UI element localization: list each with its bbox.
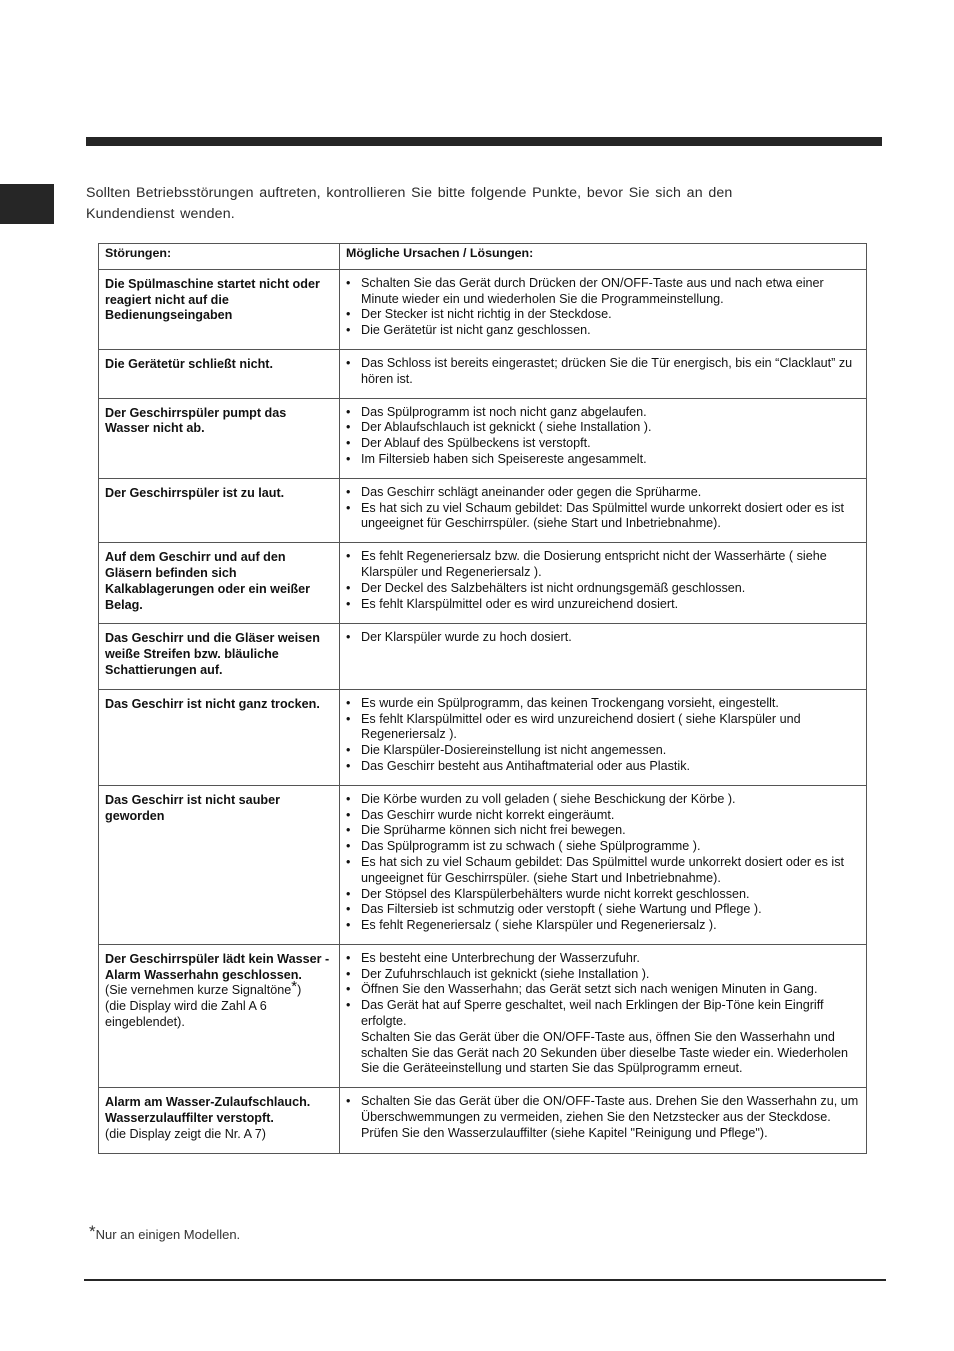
solution-item: • Es hat sich zu viel Schaum gebildet: Das Spülmittel wurde unkorrekt dosiert oder es ist ungeeignet für Geschirrspüler. (siehe Start und Inbetriebnahme). — [345, 855, 860, 887]
fault-cell — [99, 398, 340, 478]
solution-list — [345, 276, 860, 339]
solution-extra: Prüfen Sie den Wasserzulauffilter (siehe Kapitel "Reinigung und Pflege"). — [361, 1125, 768, 1140]
header-faults: Störungen: — [99, 244, 340, 270]
solution-extra: Schalten Sie das Gerät über die ON/OFF-Taste aus, öffnen Sie den Wasserhahn und schalten Sie das Gerät nach 20 Sekunden über dieselbe Taste wieder ein. Wiederholen Sie die Geräteeinstellung und starten Sie das Spülprogramm erneut. — [361, 1029, 849, 1076]
fault-cell — [99, 624, 340, 689]
table-row — [99, 689, 867, 785]
fault-title: Auf dem Geschirr und auf den Gläsern befinden sich Kalkablagerungen oder ein weißer Belag. — [105, 550, 311, 612]
solution-item: • Es fehlt Regeneriersalz bzw. die Dosierung entspricht nicht der Wasserhärte ( siehe Klarspüler und Regeneriersalz ). — [345, 549, 860, 581]
solution-cell — [340, 478, 867, 542]
table-header-row — [99, 244, 867, 270]
solution-item: • Der Stöpsel des Klarspülerbehälters wurde nicht korrekt geschlossen. — [345, 887, 860, 903]
solution-item: • Die Gerätetür ist nicht ganz geschlossen. — [345, 323, 860, 339]
solution-item: • Der Ablaufschlauch ist geknickt ( siehe Installation ). — [345, 420, 860, 436]
solution-item: • Es hat sich zu viel Schaum gebildet: Das Spülmittel wurde unkorrekt dosiert oder es ist ungeeignet für Geschirrspüler. (siehe Start und Inbetriebnahme). — [345, 501, 860, 533]
fault-cell — [99, 785, 340, 944]
solution-item: • Es fehlt Klarspülmittel oder es wird unzureichend dosiert. — [345, 597, 860, 613]
footnote — [89, 1222, 240, 1242]
solution-item: • Der Ablauf des Spülbeckens ist verstopft. — [345, 436, 860, 452]
solution-item: • Der Klarspüler wurde zu hoch dosiert. — [345, 630, 860, 646]
top-rule — [86, 137, 882, 146]
table-row — [99, 269, 867, 349]
fault-title: Das Geschirr ist nicht sauber geworden — [105, 792, 280, 823]
footnote-marker: * — [291, 978, 298, 996]
header-solutions: Mögliche Ursachen / Lösungen: — [340, 244, 867, 270]
solution-cell — [340, 269, 867, 349]
fault-note-close: ) — [297, 983, 302, 998]
solution-list — [345, 951, 860, 1077]
fault-note-text: (Sie vernehmen kurze Signaltöne — [105, 983, 292, 998]
solution-cell — [340, 398, 867, 478]
solution-cell — [340, 785, 867, 944]
solution-item: • Es wurde ein Spülprogramm, das keinen Trockengang vorsieht, eingestellt. — [345, 696, 860, 712]
solution-item: • Es fehlt Regeneriersalz ( siehe Klarspüler und Regeneriersalz ). — [345, 918, 860, 934]
fault-title: Der Geschirrspüler ist zu laut. — [105, 485, 285, 500]
solution-item — [345, 1094, 860, 1141]
fault-note-detail: (die Display wird die Zahl A 6 eingeblendet). — [105, 999, 267, 1030]
solution-item: • Das Spülprogramm ist noch nicht ganz abgelaufen. — [345, 405, 860, 421]
solution-cell — [340, 624, 867, 689]
solution-list — [345, 549, 860, 612]
solution-item: • Die Körbe wurden zu voll geladen ( siehe Beschickung der Körbe ). — [345, 792, 860, 808]
fault-note: (die Display zeigt die Nr. A 7) — [105, 1126, 266, 1141]
fault-note — [105, 978, 333, 999]
table-row — [99, 785, 867, 944]
solution-list — [345, 792, 860, 934]
table-row — [99, 1088, 867, 1153]
intro-text: Sollten Betriebsstörungen auftreten, kontrollieren Sie bitte folgende Punkte, bevor Sie sich an den Kundendienst wenden. — [86, 185, 733, 222]
bottom-rule — [84, 1279, 886, 1281]
solution-cell — [340, 349, 867, 398]
table-row — [99, 624, 867, 689]
solution-list — [345, 1094, 860, 1141]
fault-title: Alarm am Wasser-Zulaufschlauch. Wasserzulauffilter verstopft. — [105, 1095, 311, 1126]
solution-item: • Der Deckel des Salzbehälters ist nicht ordnungsgemäß geschlossen. — [345, 581, 860, 597]
solution-cell — [340, 543, 867, 624]
table-row — [99, 349, 867, 398]
solution-item: • Die Sprüharme können sich nicht frei bewegen. — [345, 823, 860, 839]
solution-item: • Im Filtersieb haben sich Speisereste angesammelt. — [345, 452, 860, 468]
solution-item: • Die Klarspüler-Dosiereinstellung ist nicht angemessen. — [345, 743, 860, 759]
footnote-text: Nur an einigen Modellen. — [95, 1227, 241, 1242]
fault-cell — [99, 349, 340, 398]
table-row — [99, 398, 867, 478]
solution-list — [345, 356, 860, 388]
solution-item: • Öffnen Sie den Wasserhahn; das Gerät setzt sich nach wenigen Minuten in Gang. — [345, 982, 860, 998]
side-tab — [0, 184, 54, 224]
solution-item: • Das Geschirr wurde nicht korrekt eingeräumt. — [345, 808, 860, 824]
fault-cell — [99, 689, 340, 785]
fault-title: Das Geschirr und die Gläser weisen weiße Streifen bzw. bläuliche Schattierungen auf. — [105, 631, 320, 677]
solution-item: • Das Filtersieb ist schmutzig oder verstopft ( siehe Wartung und Pflege ). — [345, 902, 860, 918]
solution-item: • Das Geschirr schlägt aneinander oder gegen die Sprüharme. — [345, 485, 860, 501]
solution-list — [345, 405, 860, 468]
fault-title: Die Spülmaschine startet nicht oder reagiert nicht auf die Bedienungseingaben — [105, 276, 320, 323]
solution-item: • Der Stecker ist nicht richtig in der Steckdose. — [345, 307, 860, 323]
fault-cell — [99, 1088, 340, 1153]
fault-title: Der Geschirrspüler pumpt das Wasser nicht ab. — [105, 405, 287, 436]
solution-item: • Es fehlt Klarspülmittel oder es wird unzureichend dosiert ( siehe Klarspüler und Regeneriersalz ). — [345, 712, 860, 744]
solution-item: • Das Spülprogramm ist zu schwach ( siehe Spülprogramme ). — [345, 839, 860, 855]
solution-cell — [340, 1088, 867, 1153]
troubleshooting-table — [98, 243, 867, 1154]
solution-cell — [340, 689, 867, 785]
fault-cell — [99, 944, 340, 1087]
solution-item: • Schalten Sie das Gerät durch Drücken der ON/OFF-Taste aus und nach etwa einer Minute wieder ein und wiederholen Sie die Programmeinstellung. — [345, 276, 860, 308]
solution-item — [345, 998, 860, 1077]
solution-list — [345, 696, 860, 775]
solution-item: • Das Geschirr besteht aus Antihaftmaterial oder aus Plastik. — [345, 759, 860, 775]
solution-text: Das Gerät hat auf Sperre geschaltet, weil nach Erklingen der Bip-Töne kein Eingriff erfolgte. — [361, 998, 824, 1029]
solution-text: Schalten Sie das Gerät über die ON/OFF-Taste aus. Drehen Sie den Wasserhahn zu, um Überschwemmungen zu vermeiden, ziehen Sie den Netzstecker aus der Steckdose. — [361, 1094, 859, 1125]
fault-cell — [99, 543, 340, 624]
table-row — [99, 543, 867, 624]
fault-title: Die Gerätetür schließt nicht. — [105, 356, 273, 371]
table-row — [99, 944, 867, 1087]
footnote-marker: * — [89, 1222, 96, 1241]
fault-cell — [99, 478, 340, 542]
solution-list — [345, 630, 860, 646]
solution-item: • Der Zufuhrschlauch ist geknickt (siehe Installation ). — [345, 967, 860, 983]
table-row — [99, 478, 867, 542]
fault-title: Das Geschirr ist nicht ganz trocken. — [105, 696, 320, 711]
fault-title: Der Geschirrspüler lädt kein Wasser - Alarm Wasserhahn geschlossen. — [105, 951, 330, 982]
solution-cell — [340, 944, 867, 1087]
solution-list — [345, 485, 860, 532]
solution-item: • Es besteht eine Unterbrechung der Wasserzufuhr. — [345, 951, 860, 967]
fault-cell — [99, 269, 340, 349]
solution-item: • Das Schloss ist bereits eingerastet; drücken Sie die Tür energisch, bis ein “Clacklaut” zu hören ist. — [345, 356, 860, 388]
